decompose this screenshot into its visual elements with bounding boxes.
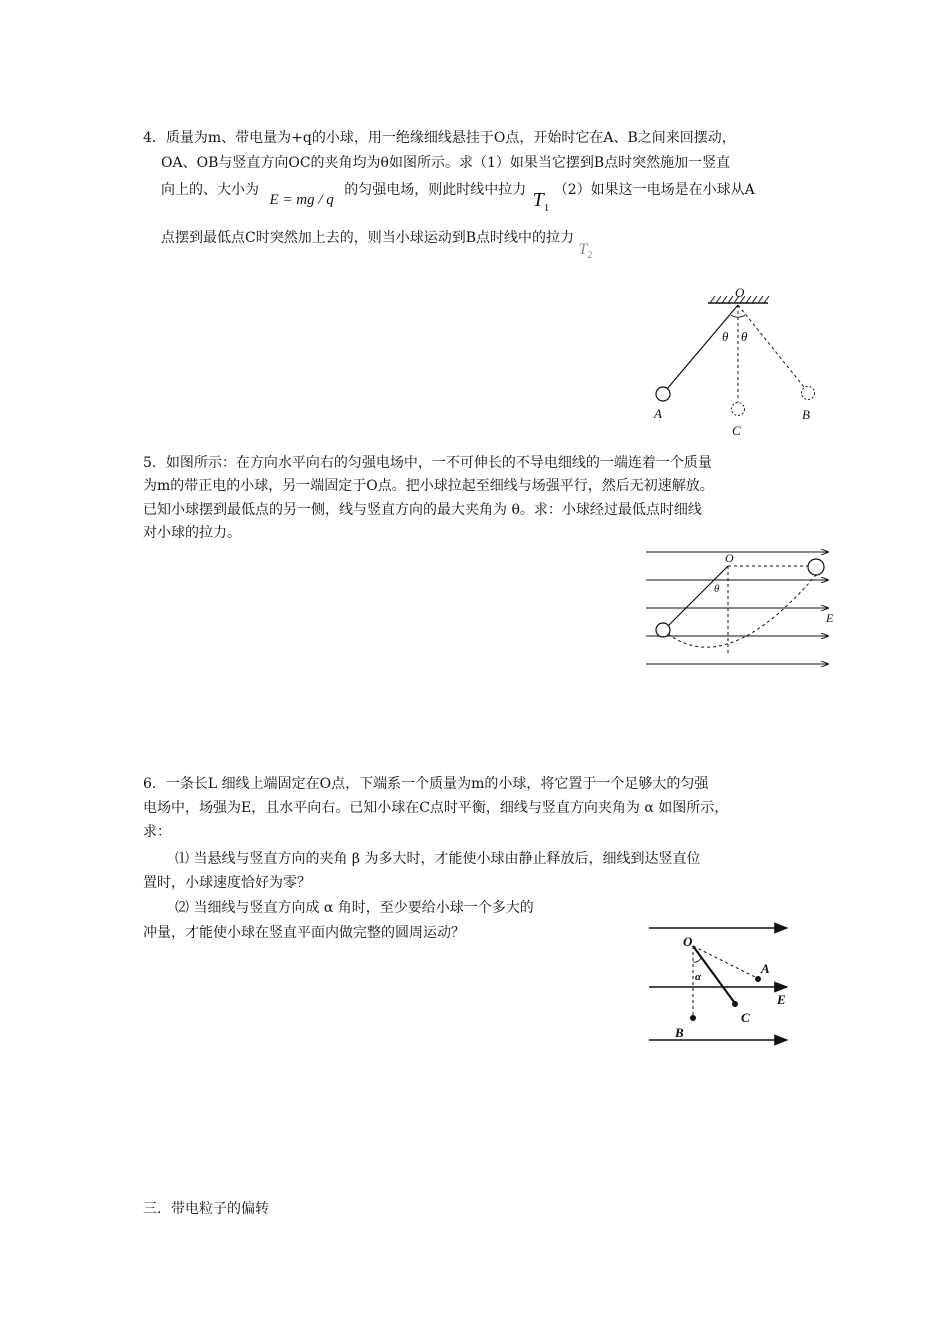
section-title: 三．带电粒子的偏转 <box>143 1200 269 1216</box>
ball-end <box>656 623 670 637</box>
problem4-line3c: （2）如果这一电场是在小球从A <box>553 182 755 198</box>
equilibrium-figure <box>645 918 800 1048</box>
problem4-line3a: 向上的、大小为 <box>161 182 259 198</box>
problem6-q2-line1: ⑵ 当细线与竖直方向成 α 角时，至少要给小球一个多大的 <box>175 900 534 916</box>
field-pendulum-figure <box>640 542 835 672</box>
field-lines <box>646 552 828 664</box>
ball-A <box>656 387 670 401</box>
problem4-line3b: 的匀强电场，则此时线中拉力 <box>344 182 527 198</box>
T1-symbol: $T_1$ <box>532 189 550 214</box>
label-A: A <box>761 961 770 976</box>
problem5-line3: 已知小球摆到最低点的另一侧，线与竖直方向的最大夹角为 θ。求：小球经过最低点时细线 <box>143 502 702 518</box>
problem5-line2: 为m的带正电的小球，另一端固定于O点。把小球拉起至细线与场强平行，然后无初速解放。 <box>143 478 714 494</box>
ball-start <box>808 559 824 575</box>
label-C: C <box>732 423 741 438</box>
label-theta: θ <box>714 583 720 595</box>
label-alpha: α <box>695 971 702 983</box>
point-A <box>755 976 761 982</box>
problem4-line1: 4．质量为m、带电量为+q的小球，用一绝缘细线悬挂于O点，开始时它在A、B之间来回摆动， <box>143 130 736 146</box>
label-B: B <box>802 407 810 422</box>
string <box>668 566 728 626</box>
problem5-line1: 5．如图所示：在方向水平向右的匀强电场中，一不可伸长的不导电细线的一端连着一个质量 <box>143 455 712 471</box>
problem6-q1-line2: 置时，小球速度恰好为零？ <box>143 875 311 891</box>
problem4-line2: OA、OB与竖直方向OC的夹角均为θ如图所示。求（1）如果当它摆到B点时突然施加一竖直 <box>161 155 731 171</box>
label-E: E <box>777 992 786 1007</box>
label-A: A <box>654 406 662 421</box>
problem5-line4: 对小球的拉力。 <box>143 525 241 541</box>
problem4-line3 <box>161 178 755 214</box>
label-B: B <box>675 1025 684 1040</box>
label-E: E <box>826 611 834 625</box>
string-OA <box>667 305 738 389</box>
point-B <box>690 1015 696 1021</box>
label-theta-right: θ <box>741 329 748 344</box>
label-C: C <box>741 1010 750 1025</box>
ball-C <box>732 403 745 416</box>
pendulum-figure <box>640 285 830 440</box>
problem6-line3: 求： <box>143 824 171 840</box>
line-OA <box>693 946 757 978</box>
formula-E: E = mg / q <box>269 192 334 208</box>
problem4-line4-text: 点摆到最低点C时突然加上去的，则当小球运动到B点时线中的拉力 <box>161 230 574 246</box>
label-O: O <box>735 285 745 300</box>
problem6-q1-line1: ⑴ 当悬线与竖直方向的夹角 β 为多大时，才能使小球由静止释放后，细线到达竖直位 <box>175 851 701 867</box>
label-O: O <box>725 551 734 565</box>
problem6-line2: 电场中，场强为E，且水平向右。已知小球在C点时平衡，细线与竖直方向夹角为 α 如图所示， <box>143 800 729 816</box>
T2-symbol: $T_2$ <box>578 241 593 262</box>
problem6-line1: 6．一条长L 细线上端固定在O点，下端系一个质量为m的小球，将它置于一个足够大的匀强 <box>143 776 709 792</box>
string-OB <box>738 305 804 387</box>
ball-B <box>802 387 815 400</box>
label-O: O <box>683 934 693 949</box>
problem6-q2-line2: 冲量，才能使小球在竖直平面内做完整的圆周运动？ <box>143 925 465 941</box>
point-C <box>732 1001 738 1007</box>
problem4-line4 <box>161 228 593 262</box>
label-theta-left: θ <box>722 329 729 344</box>
field-lines <box>649 928 787 1040</box>
